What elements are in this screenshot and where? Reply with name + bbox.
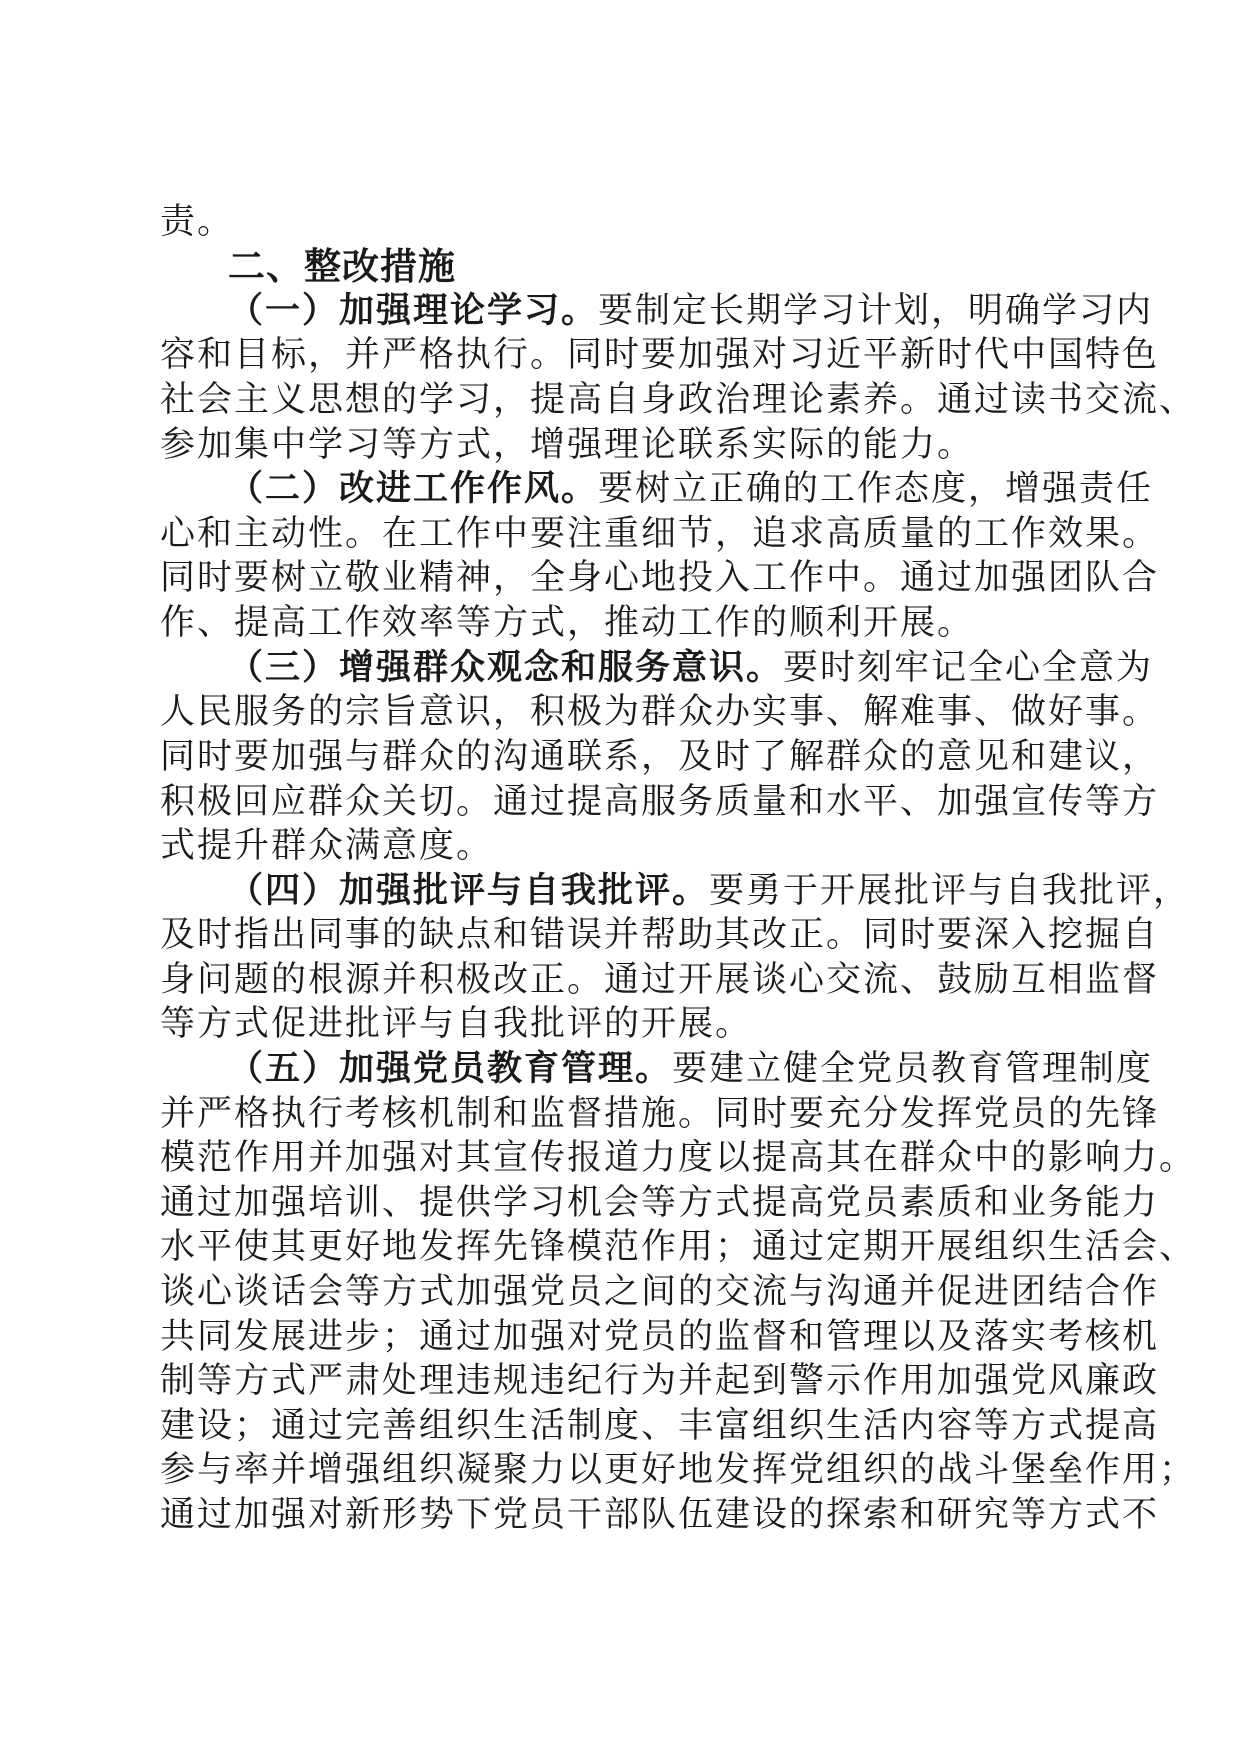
paragraph-5-line: 谈心谈话会等方式加强党员之间的交流与沟通并促进团结合作 <box>160 1272 1160 1312</box>
paragraph-4-first-line <box>228 869 1191 913</box>
paragraph-3-line: 同时要加强与群众的沟通联系，及时了解群众的意见和建议， <box>160 737 1160 777</box>
paragraph-3-first-rest: 要时刻牢记全心全意为 <box>783 648 1154 688</box>
paragraph-1-line: 容和目标，并严格执行。同时要加强对习近平新时代中国特色 <box>160 335 1160 375</box>
paragraph-5-line: 水平使其更好地发挥先锋模范作用；通过定期开展组织生活会、 <box>160 1227 1197 1267</box>
paragraph-1-first-rest: 要制定长期学习计划，明确学习内 <box>598 291 1154 331</box>
paragraph-5-line: 通过加强对新形势下党员干部队伍建设的探索和研究等方式不 <box>160 1495 1160 1535</box>
paragraph-5-line: 共同发展进步；通过加强对党员的监督和管理以及落实考核机 <box>160 1317 1160 1357</box>
paragraph-2-first-line <box>228 467 1154 511</box>
paragraph-5-first-rest: 要建立健全党员教育管理制度 <box>672 1049 1154 1089</box>
paragraph-3-line: 人民服务的宗旨意识，积极为群众办实事、解难事、做好事。 <box>160 692 1160 732</box>
paragraph-3-line: 式提升群众满意度。 <box>160 826 494 866</box>
paragraph-2-line: 同时要树立敬业精神，全身心地投入工作中。通过加强团队合 <box>160 558 1160 598</box>
paragraph-5-line: 参与率并增强组织凝聚力以更好地发挥党组织的战斗堡垒作用； <box>160 1450 1197 1490</box>
paragraph-3-first-line <box>228 646 1154 690</box>
paragraph-2-first-rest: 要树立正确的工作态度，增强责任 <box>598 469 1154 509</box>
paragraph-4-line: 身问题的根源并积极改正。通过开展谈心交流、鼓励互相监督 <box>160 960 1160 1000</box>
paragraph-4-first-rest: 要勇于开展批评与自我批评， <box>709 871 1191 911</box>
paragraph-1-line: 社会主义思想的学习，提高自身政治理论素养。通过读书交流、 <box>160 380 1197 420</box>
paragraph-5-line: 并严格执行考核机制和监督措施。同时要充分发挥党员的先锋 <box>160 1094 1160 1134</box>
paragraph-5-lead: （五）加强党员教育管理。 <box>228 1049 673 1089</box>
paragraph-4-line: 及时指出同事的缺点和错误并帮助其改正。同时要深入挖掘自 <box>160 915 1160 955</box>
paragraph-5-line: 制等方式严肃处理违规违纪行为并起到警示作用加强党风廉政 <box>160 1361 1160 1401</box>
paragraph-3-lead: （三）增强群众观念和服务意识。 <box>228 648 784 688</box>
paragraph-5-first-line <box>228 1047 1154 1091</box>
paragraph-1-line: 参加集中学习等方式，增强理论联系实际的能力。 <box>160 425 975 465</box>
paragraph-5-line: 通过加强培训、提供学习机会等方式提高党员素质和业务能力 <box>160 1183 1160 1223</box>
paragraph-2-line: 心和主动性。在工作中要注重细节，追求高质量的工作效果。 <box>160 514 1160 554</box>
fragment-line: 责。 <box>160 202 235 242</box>
paragraph-4-line: 等方式促进批评与自我批评的开展。 <box>160 1004 753 1044</box>
paragraph-5-line: 建设；通过完善组织生活制度、丰富组织生活内容等方式提高 <box>160 1406 1160 1446</box>
paragraph-1-lead: （一）加强理论学习。 <box>228 291 599 331</box>
paragraph-2-line: 作、提高工作效率等方式，推动工作的顺利开展。 <box>160 603 975 643</box>
paragraph-2-lead: （二）改进工作作风。 <box>228 469 599 509</box>
paragraph-4-lead: （四）加强批评与自我批评。 <box>228 871 710 911</box>
paragraph-3-line: 积极回应群众关切。通过提高服务质量和水平、加强宣传等方 <box>160 782 1160 822</box>
paragraph-5-line: 模范作用并加强对其宣传报道力度以提高其在群众中的影响力。 <box>160 1138 1197 1178</box>
paragraph-1-first-line <box>228 289 1154 333</box>
section-heading: 二、整改措施 <box>228 245 456 288</box>
